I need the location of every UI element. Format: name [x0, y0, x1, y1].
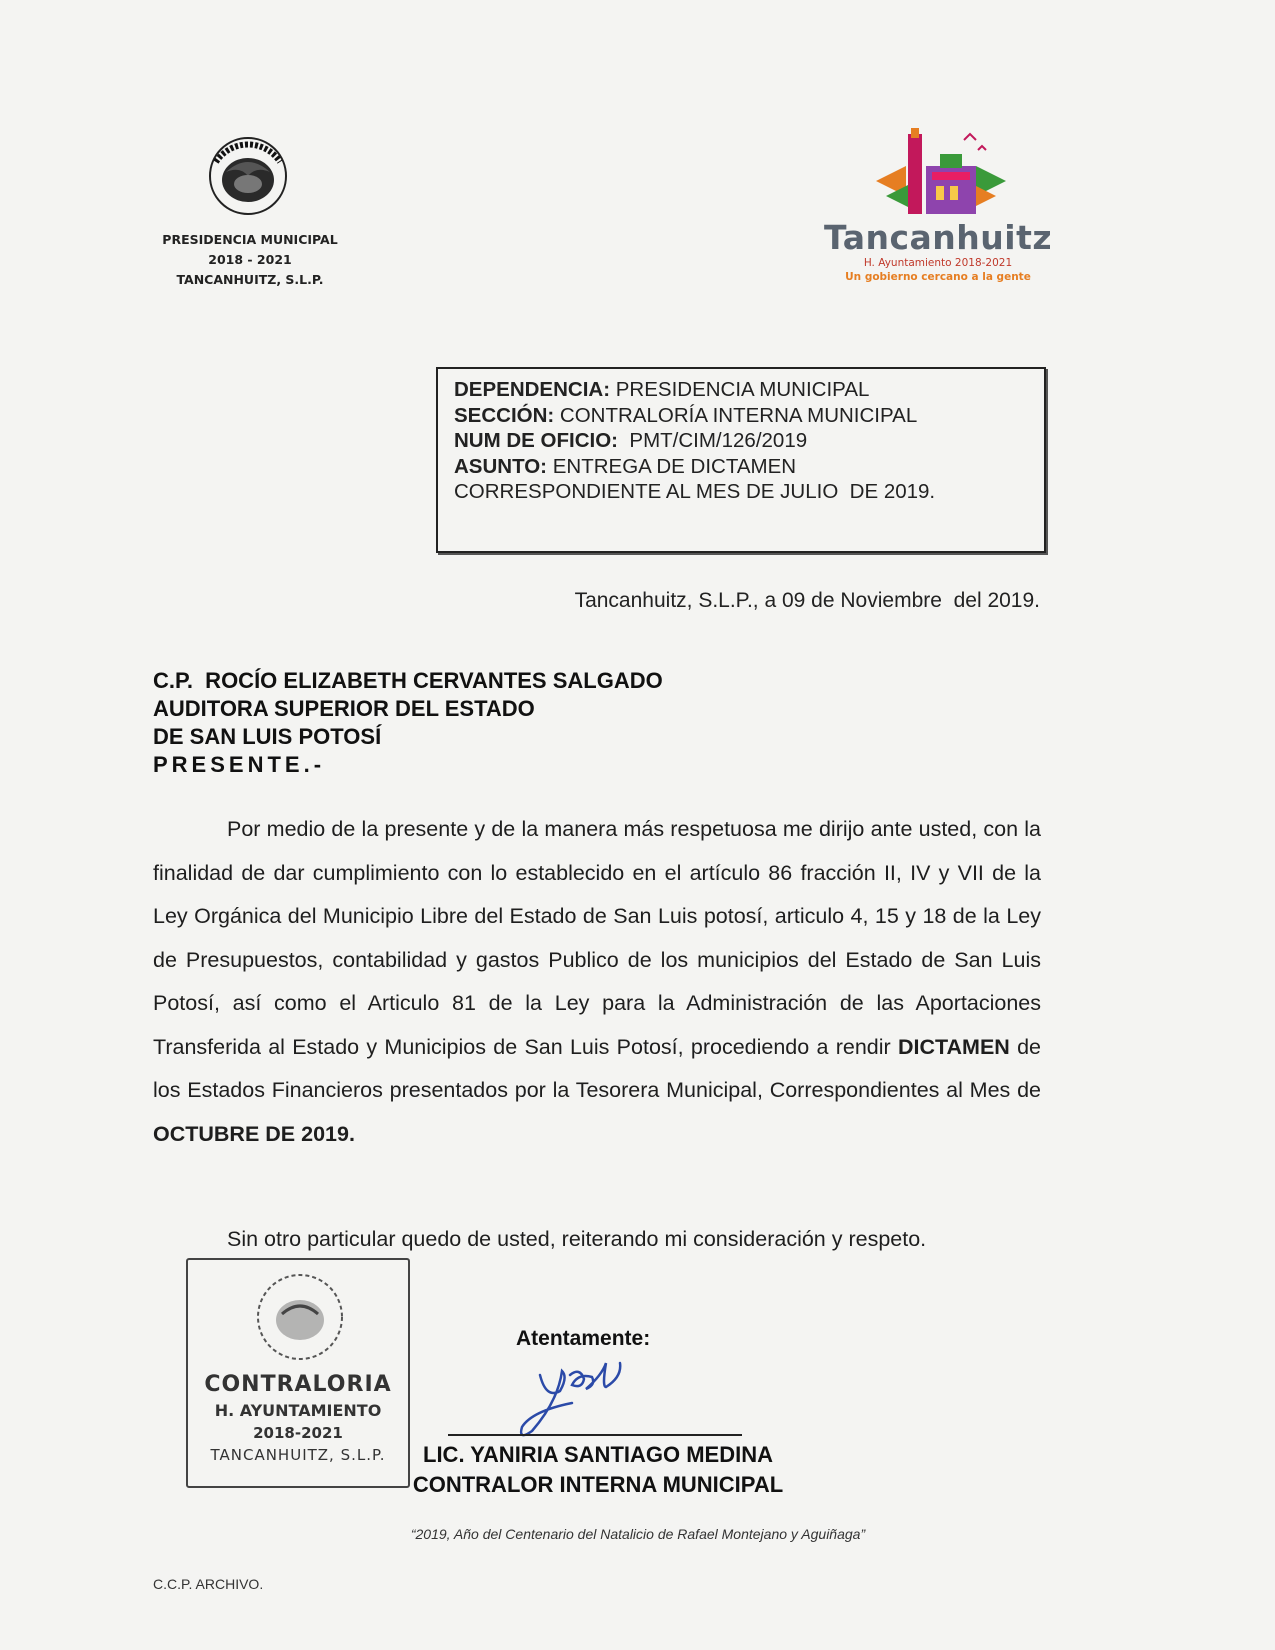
addressee-presente: PRESENTE.-: [153, 752, 326, 777]
asunto-value-continued: CORRESPONDIENTE AL MES DE JULIO DE 2019.: [454, 480, 936, 503]
signer-name: LIC. YANIRIA SANTIAGO MEDINA: [423, 1442, 773, 1467]
dependencia-value: PRESIDENCIA MUNICIPAL: [610, 378, 870, 401]
body-paragraph: [153, 808, 1041, 1156]
signer-title: CONTRALOR INTERNA MUNICIPAL: [412, 1472, 784, 1497]
header-left-line-1: PRESIDENCIA MUNICIPAL: [162, 232, 338, 247]
asunto-value: ENTREGA DE DICTAMEN: [547, 454, 797, 478]
closing-text: Sin otro particular quedo de usted, reiterando mi consideración y respeto.: [227, 1227, 927, 1251]
reference-box: [436, 367, 1046, 553]
body-bold-dictamen: DICTAMEN: [897, 1034, 1010, 1059]
footer-motto: “2019, Año del Centenario del Natalicio de Rafael Montejano y Aguiñaga”: [410, 1526, 866, 1542]
dependencia-line: [454, 377, 1044, 403]
contraloria-stamp: [186, 1258, 410, 1488]
seccion-line: [454, 403, 1044, 429]
stamp-seal-icon: [248, 1270, 352, 1364]
body-bold-month: OCTUBRE DE 2019.: [153, 1121, 355, 1146]
atentamente-label: Atentamente:: [516, 1327, 651, 1350]
addressee-block: [153, 667, 663, 779]
stamp-line-4: TANCANHUITZ, S.L.P.: [210, 1446, 386, 1464]
addressee-name: C.P. ROCÍO ELIZABETH CERVANTES SALGADO: [153, 668, 663, 693]
oficio-line: [454, 428, 1044, 454]
brand-block: [818, 220, 1058, 284]
seccion-label: SECCIÓN:: [454, 403, 555, 427]
addressee-title: AUDITORA SUPERIOR DEL ESTADO: [153, 696, 535, 721]
body-text-2: de los Estados Financieros presentados por la Tesorera Municipal, Correspondientes al Mes de: [153, 1034, 1041, 1102]
signer-block: [388, 1440, 808, 1500]
tancanhuitz-logo-icon: [866, 126, 1016, 226]
header-left-line-2: 2018 - 2021: [208, 252, 292, 267]
footer-ccp: C.C.P. ARCHIVO.: [153, 1576, 264, 1592]
dateline: Tancanhuitz, S.L.P., a 09 de Noviembre del 2019.: [574, 589, 1040, 612]
seccion-value: CONTRALORÍA INTERNA MUNICIPAL: [554, 403, 918, 427]
brand-name: Tancanhuitz: [823, 218, 1053, 257]
dependencia-label: DEPENDENCIA:: [454, 378, 611, 401]
asunto-line: [454, 454, 1044, 480]
header-left-line-3: TANCANHUITZ, S.L.P.: [176, 272, 324, 287]
national-seal-icon: [196, 132, 300, 216]
asunto-label: ASUNTO:: [454, 454, 548, 478]
closing-paragraph: [153, 1218, 1041, 1262]
body-text-1: Por medio de la presente y de la manera más respetuosa me dirijo ante usted, con la finalidad de dar cumplimiento con lo establecido en el artículo 86 fracción II, IV y VII de la Ley Orgánica del Municipio Libre del Estado de San Luis potosí, articulo 4, 15 y 18 de la Ley de Presupuestos, contabilidad y gastos Publico de los municipios del Estado de San Luis Potosí, así como el Articulo 81 de la Ley para la Administración de las Aportaciones Transferida al Estado y Municipios de San Luis Potosí, procediendo a rendir: [153, 817, 1041, 1059]
handwritten-signature-icon: [500, 1345, 660, 1445]
oficio-label: NUM DE OFICIO:: [454, 429, 618, 452]
stamp-text: [188, 1370, 408, 1466]
brand-tagline: Un gobierno cercano a la gente: [845, 271, 1031, 283]
brand-subtitle: H. Ayuntamiento 2018-2021: [863, 257, 1013, 269]
oficio-value: PMT/CIM/126/2019: [618, 429, 808, 452]
stamp-line-2: H. AYUNTAMIENTO: [214, 1401, 382, 1420]
addressee-state: DE SAN LUIS POTOSÍ: [153, 724, 382, 749]
stamp-line-3: 2018-2021: [253, 1424, 343, 1442]
signature-line: [448, 1434, 742, 1436]
stamp-line-1: CONTRALORIA: [204, 1372, 392, 1397]
header-left-block: [130, 230, 370, 290]
